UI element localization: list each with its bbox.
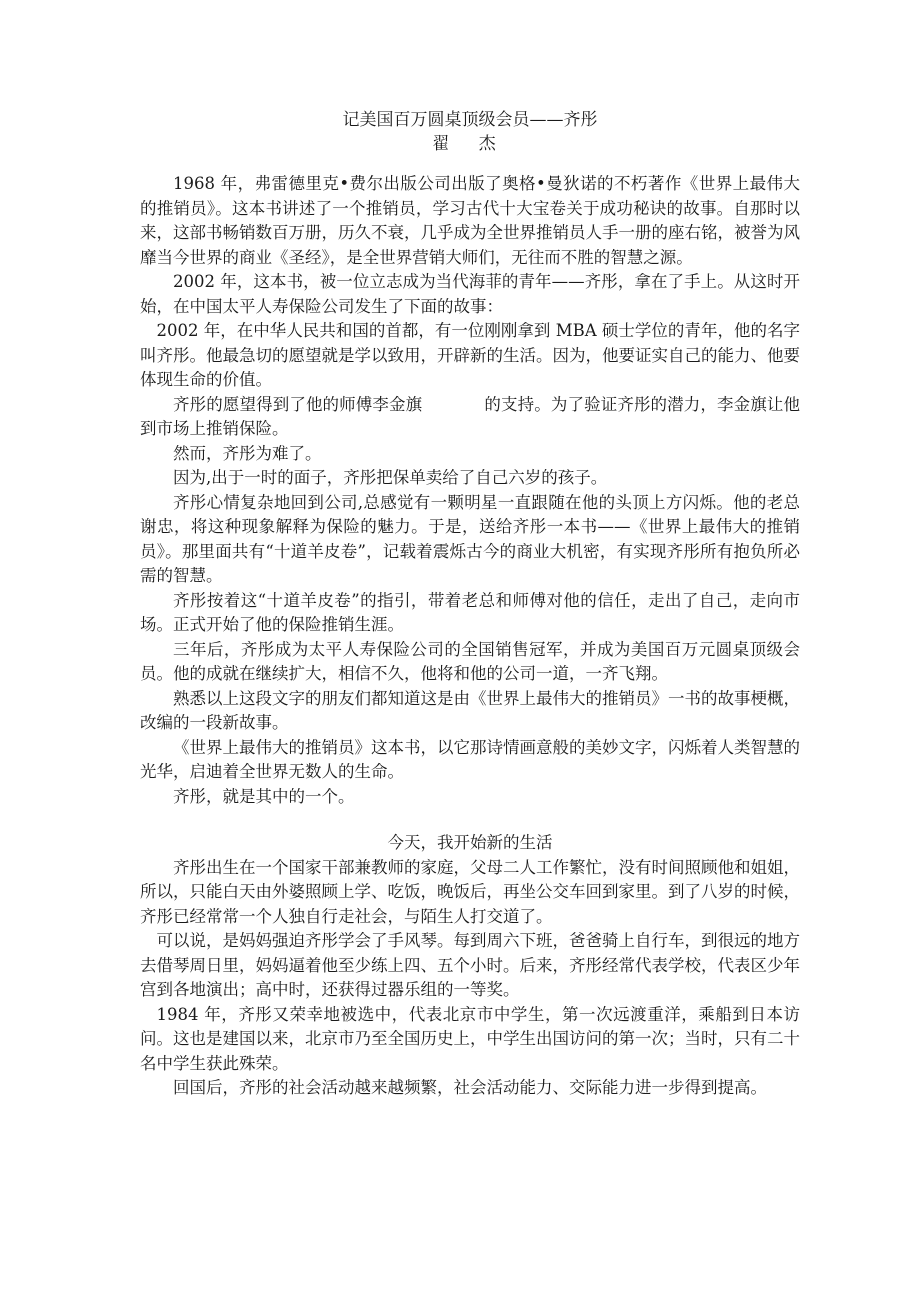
section-paragraph: 齐彤出生在一个国家干部兼教师的家庭，父母二人工作繁忙，没有时间照顾他和姐姐，所以，只能白天由外婆照顾上学、吃饭，晚饭后，再坐公交车回到家里。到了八岁的时候，齐彤已经常常一个人独自行走社会，与陌生人打交道了。	[140, 857, 800, 926]
paragraph-split-before: 齐彤的愿望得到了他的师傅李金旗	[173, 394, 423, 414]
section-paragraph: 可以说，是妈妈强迫齐彤学会了手风琴。每到周六下班，爸爸骑上自行车，到很远的地方去借琴周日里，妈妈逼着他至少练上四、五个小时。后来，齐彤经常代表学校，代表区少年宫到各地演出；高中时，还获得过器乐组的一等奖。	[140, 931, 800, 999]
paragraph-split-after: 的支持。为了验证齐彤的潜力，李金旗让他到市场上推销保险。	[140, 394, 801, 438]
paragraph: 因为,出于一时的面子，齐彤把保单卖给了自己六岁的孩子。	[173, 468, 608, 487]
section-paragraph: 回国后，齐彤的社会活动越来越频繁，社会活动能力、交际能力进一步得到提高。	[173, 1078, 767, 1097]
paragraph: 2002 年，在中华人民共和国的首都，有一位刚刚拿到 MBA 硕士学位的青年，他的名字叫齐彤。他最急切的愿望就是学以致用，开辟新的生活。因为，他要证实自己的能力、他要体现生命的价值。	[140, 321, 800, 389]
paragraph: 然而，齐彤为难了。	[173, 443, 322, 463]
paragraph: 《世界上最伟大的推销员》这本书，以它那诗情画意般的美妙文字，闪烁着人类智慧的光华，启迪着全世界无数人的生命。	[140, 737, 800, 781]
paragraph-split	[140, 393, 800, 442]
paragraph: 齐彤，就是其中的一个。	[173, 786, 355, 806]
paragraph: 1968 年，弗雷德里克•费尔出版公司出版了奥格•曼狄诺的不朽著作《世界上最伟大的推销员》。这本书讲述了一个推销员，学习古代十大宝卷关于成功秘诀的故事。自那时以来，这部书畅销数百万册，历久不衰，几乎成为全世界推销员人手一册的座右铭，被誉为风靡当今世界的商业《圣经》，是全世界营销大师们，无往而不胜的智慧之源。	[140, 174, 800, 267]
paragraph: 熟悉以上这段文字的朋友们都知道这是由《世界上最伟大的推销员》一书的故事梗概，改编的一段新故事。	[140, 688, 800, 732]
document-page	[140, 108, 800, 1101]
paragraph: 2002 年，这本书，被一位立志成为当代海菲的青年——齐彤，拿在了手上。从这时开始，在中国太平人寿保险公司发生了下面的故事：	[140, 272, 800, 316]
section-title: 今天，我开始新的生活	[387, 833, 553, 852]
document-title: 记美国百万圆桌顶级会员——齐彤	[342, 110, 598, 130]
paragraph: 三年后，齐彤成为太平人寿保险公司的全国销售冠军，并成为美国百万元圆桌顶级会员。他的成就在继续扩大，相信不久，他将和他的公司一道，一齐飞翔。	[140, 639, 800, 683]
paragraph: 齐彤按着这“十道羊皮卷”的指引，带着老总和师傅对他的信任，走出了自己，走向市场。正式开始了他的保险推销生涯。	[140, 590, 800, 634]
document-author: 翟 杰	[432, 134, 508, 154]
paragraph: 齐彤心情复杂地回到公司,总感觉有一颗明星一直跟随在他的头顶上方闪烁。他的老总谢忠，将这种现象解释为保险的魅力。于是，送给齐彤一本书——《世界上最伟大的推销员》。那里面共有“十道羊皮卷”，记载着震烁古今的商业大机密，有实现齐彤所有抱负所必需的智慧。	[140, 492, 800, 585]
section-paragraph: 1984 年，齐彤又荣幸地被选中，代表北京市中学生，第一次远渡重洋，乘船到日本访问。这也是建国以来，北京市乃至全国历史上，中学生出国访问的第一次；当时，只有二十名中学生获此殊荣。	[140, 1004, 800, 1073]
